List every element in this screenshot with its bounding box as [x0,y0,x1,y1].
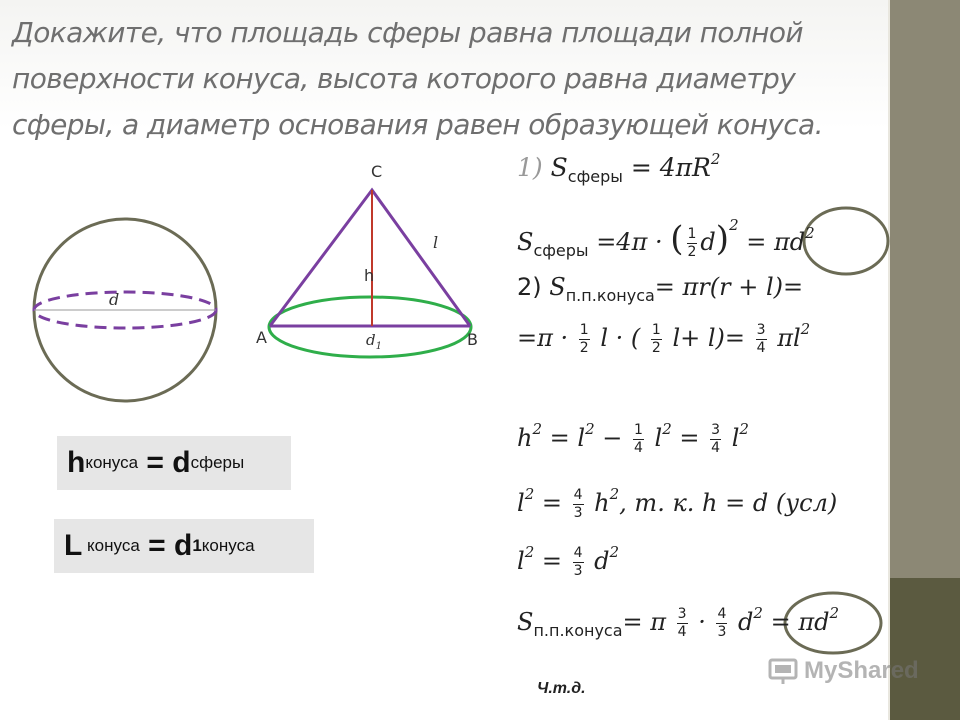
base-d1-label: $d_1$ [366,331,382,352]
formula-2: $S_{сферы} =4\pi$ · ( $\frac{1}{2}$ $d)^2 = \pi d^2$ [517,216,815,260]
formula-6: $l^2$ = $\frac{4}{3}$ $h^2$, т. к. h = d (усл) [517,485,838,521]
side-bar-top [890,0,960,578]
formula-4: =π · $\frac{1}{2}$ l · ( $\frac{1}{2}$ l+ l)= $\frac{3}{4}$ $\pi l^2$ [517,320,811,356]
apex-c-label: C [371,162,383,181]
formula-8: $S_{п.п.конуса}= \pi$ $\frac{3}{4}$ · $\frac{4}{3}$ $d^2 = \pi d^2$ [517,604,840,640]
result-highlight-1 [804,208,888,274]
cone-slant-equals-base-diameter: L конуса = d 1 конуса [54,519,314,573]
cone-height-equals-sphere-diameter: h конуса = d сферы [57,436,291,490]
vertex-b-label: B [467,330,478,349]
formula-1: 1) $S_{сферы} = 4\pi R^2$ [517,150,721,186]
formula-7: $l^2$ = $\frac{4}{3}$ $d^2$ [517,543,620,579]
height-h-label: h [364,266,375,285]
sphere-d-label: d [109,290,120,309]
formula-5: $h^2 = l^2$ − $\frac{1}{4}$ $l^2$ = $\frac{3}{4}$ $l^2$ [517,420,749,456]
formula-3: 2) $S_{п.п.конуса}= \pi r(r + l)=$ [517,273,804,305]
vertex-a-label: A [256,328,267,347]
side-bar-bottom [890,578,960,720]
title-line-3: сферы, а диаметр основания равен образующей конуса. [12,108,823,141]
title-line-2: поверхности конуса, высота которого равна диаметру [12,62,796,95]
qed-label: Ч.т.д. [537,680,586,697]
presentation-icon [768,656,798,686]
watermark [768,656,919,686]
watermark-text: MyShared [804,657,919,684]
title-line-1: Докажите, что площадь сферы равна площади полной [12,16,803,49]
slant-l-label: l [433,233,439,252]
